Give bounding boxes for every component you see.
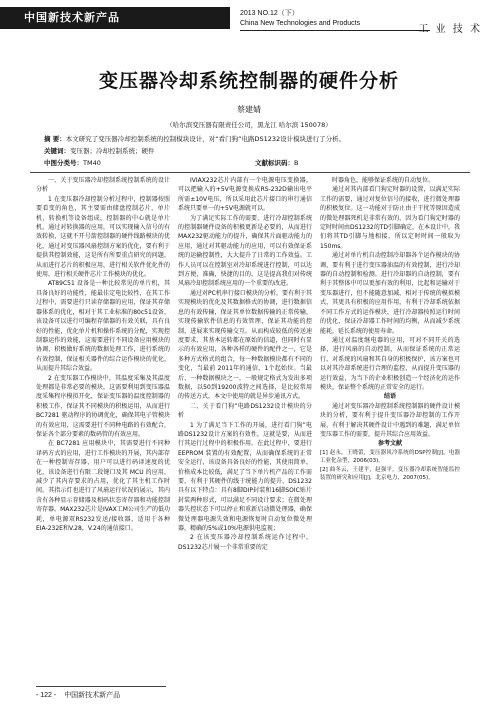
journal-title: 中国新技术新产品 [24, 11, 120, 24]
footer-journal: 中国新技术新产品 [64, 692, 121, 699]
paragraph: 2 在该变压器冷却控制系统运作过程中，DS1232芯片履一个非常重要的定 [178, 534, 312, 551]
paragraph: 二、关于看门狗”电路DS1232设计模块的分析 [178, 402, 312, 420]
abstract [44, 134, 464, 144]
paragraph: 通过对温度继电器的应用，可对不同开关的选择，进行风扇的自动控制，从而保证系统的正常运行，对系统的风扇和其自身的积极保护，该方案也可以对其冷却系统进行合理的监控，从而提升变压器的运行效益，为当下的企业积极创造一个经济化的运作模块，保证整个系统的正常安全的运行。 [320, 336, 460, 391]
paragraph: 为了满足实际工作的需要，进行冷却控制系统的控制器硬件设备的积极更新是必要的，从而进行MAX232驱动能力的提升，确保其片面驱动能力的应用，通过对其驱动能力的应用，可以有效保证系统的运输控制性，大大提升了日常的工作效益。工作人员可以在控制室对冷却系统进行控制，可以达到方便，准确，快捷的目的，这是提高我们对传统风扇冷却控制系统应用的一个重要的改进。 [178, 214, 312, 288]
section-heading: 结语 [383, 393, 396, 401]
journal-title-en: China New Technologies and Products [240, 20, 361, 27]
article-title: 变压器冷却系统控制器的硬件分析 [98, 70, 399, 92]
paragraph: 通过对单片机自动控制冷却器各个运作模块的协调，要有利于进行变压器油温的有效控制，进行冷却器的自动控制和检测。进行冷却器的自动控制，要有利于其整体中可以更加有效的利用，比起和运输对于变压器进行，但不能随意加减，相对于传统的模拟模式，其更具有积极的应用作用，有利于冷却系统依据不同工作方式的运作模块，进行冷却器按照运行时间的优化，保证冷却器工作时间的均衡，从而减少系统能耗，延长系统的使用寿命。 [320, 252, 460, 335]
section-heading: 参考文献 [377, 440, 402, 448]
abstract-text: 本文研究了变压器冷却控制系统的控制模块设计，对“看门狗”电路DS1232设计模块进行了分析。 [65, 135, 346, 143]
doc-code-label: 文献标识码： [255, 159, 295, 167]
section-name: 工 业 技 术 [418, 24, 482, 35]
running-header [0, 0, 498, 34]
page-number: - 122 - [36, 692, 57, 699]
abstract-label: 摘 要： [44, 135, 66, 143]
keywords-label: 关键词： [44, 147, 70, 155]
meta-rule [30, 172, 470, 173]
doc-code-value: B [294, 159, 299, 167]
column-1 [36, 176, 170, 533]
paragraph: 1 为了满足当下工作的开展，进行看门狗”电路DS1232设计方案的有效性，这就是要，从而进行其运行过程中的积极作用。在此过程中，要进行EEPROM 装置的有效配置，从而确保系统的正常安全运行，该设备具备良好的性能，其使用简单，价格成本比较低，满足了当下单片机产品的工作需要，有利于其硬件的线于统能力的提升，DS1232具有以下特点：具有8脚DIP封装和16脚SOIC贴片封装两种形式，可以满足不同设计要求；在微处理器失控状态下可以停止和重新启动微处理器，确保微处理器电源失效和电源恢复时自动复位微处理器，精确的5%或10%电源供电监视； [178, 421, 312, 533]
paragraph: 通过对其内部看门狗定时器的设置，以满足实际工作的需要，通过对复位信号的接收，进行微处理器的积极复位。这一功能对于防止由于干扰等原因造成的微处理器死机是非常有效的，因为看门狗定时器的定时时间由DS1232的TD引脚确定，在本设计中，我们将其TD引脚与地相接，所以定时时间一般取为150ms。 [320, 186, 460, 250]
clc-label: 中图分类号： [44, 159, 83, 167]
keywords [44, 146, 464, 156]
header-rule [240, 30, 430, 31]
paragraph: 时器角色，能够保证系统的自动复位。 [332, 177, 435, 184]
paragraph: 通过对PC机串行接口模块的分析，要有利于其实现模块的优化及其数据格式的协调，进行数据信息的有效传输，保证其单位数据传输的正常传输，实现传输软件信息的有效管理，保证其功能的控制，进展来实现传输交互。从而构成较低的传送速度要求，其基本运转都在原始的信道，但同时有显示的有效应用，各种各样的硬件的配件之一，它是多种方式格式的组合，每一种数据模块都有不同的变化，当最前 2011年的通信，1个起始位。当最后，一种数据模块之一，一般规定格式为发出多项数据，以50到19200波特之间选择，是比较常用的传送方式，本文中使用的就是异步通讯方式。 [178, 289, 312, 401]
keywords-text: 变压器；冷却控制系统；硬件 [70, 147, 155, 155]
paragraph: AT89C51 设备是一种比较常见的单片机，其具备良好的功能性，能最佳定电比较性，在其工作过程中，需要进行只读存储器的应用，保证其存储器体系的优化，相对于其工业标准的80c51设备，该设备可以进行可编程存储器的有效关联，具有良好的性能，优化单片机和操作系统的分配，实现控制器运作的效能，这需要进行不同设备应用模块的协调，积极做好系统的数据处理工作，进行系统的有效控制，保证相关器件的综合运作模块的优化，从而提升其综合效益。 [36, 280, 170, 373]
page-footer [36, 690, 120, 700]
column-2 [178, 176, 312, 552]
paragraph: 一、关于变压器冷却控制系统控制系统的设计分析 [36, 177, 170, 194]
footer-rule [36, 686, 166, 687]
paragraph: 通过对变压器冷却控制系统控制器的硬件设计模块的分析，要有利于提升变压器冷却控制的工作开展，有利于解决其硬件设计中遇到的难题，满足单位变压器工作的需要，提升其综合应用效益。 [320, 402, 460, 438]
paragraph: 1 在变压器冷却控制分析过程中，控制器按照要看变的角色，其主要需由储盘控制芯片，单片机，转换机等设备组成，控制器的中心就是单片机。通过对转换器的应用，可以实现输入信号的有效转换，这就不开号箭控制器的硬件线路模块的优化，通过对变压器风扇控制方案的优化，要有利于提供其控制效能，这是所有所要重点研究的问题，从而进行芯片的积极应用，进行相关软件优化件的使用，进行相关硬件芯片工作模块的优化。 [36, 195, 170, 279]
author: 蔡建婧 [237, 105, 261, 114]
paragraph: IVIAX232芯片内部有一个电源电压变换器，可以把输入的+5V电源变换成RS-232D输出电平所需±10V电压，所以采用此芯片接口的串行通信系统只要单一的+5V电源就可以。 [178, 177, 312, 213]
paragraph: 在 BC7281 应用模块中，其需要进行不同种译码方式的应用，进行工作模块的开展，其内部存在一种控制寄存器，用户可以进行码译速度的优化，该设备进行有限二段键口及其 MCU 的应用，减少了其内存要求的占用，优化了其主机工作时间。其指示灯也进行了风扇运行状况的展示，其内含有各种显示存储器及相码状态寄存器和功能控制寄存器。MAX232芯片是IVAX工M公司生产的低功耗，单电源双RS232发送/接收器，适用于各种EIA-232E和V.28，V.24的通信接口。 [36, 440, 170, 533]
paragraph: 2 在变压器工作模块中，其温度采集及其温度处理都是非常必要的模块，这需要利用到变压器温度采集程序模拟开化，保证变压器的温度控制器的积极工作，保证其不同模块的积极运用，从而进行 BC7281 驱动程序的协调优化，确保其电子管模块的有效应用，这需要进行不同种电路的有效配合，保证各个部分要素的数码管的有效应用。 [36, 374, 170, 438]
issue-number: 2013 NO.12（下） [240, 10, 299, 17]
clc-value: TM40 [83, 159, 101, 167]
reference-item: [2] 曲冬云，王建平，赵强平，变压器冷却系统智能监控装置的研究和应用[J]，北京电力，2007(05)。 [320, 466, 460, 482]
reference-item: [1] 赵永，王晓蕾，变压器风冷系统的DSP控制[J]，电器工业化杂型，2006(03)。 [320, 449, 460, 465]
column-3 [320, 176, 460, 483]
classification [44, 158, 464, 168]
affiliation: （哈尔滨变压器有限责任公司，黑龙江 哈尔滨 150078） [166, 121, 332, 129]
